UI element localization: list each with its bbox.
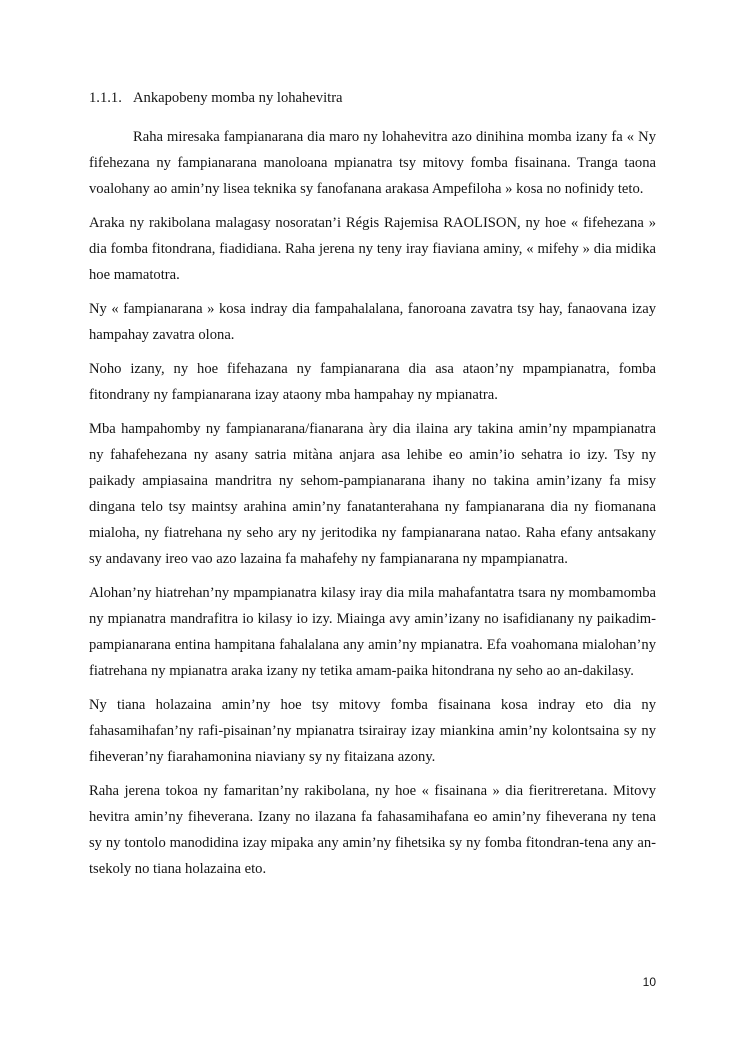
section-title: Ankapobeny momba ny lohahevitra (133, 90, 343, 106)
paragraph: Mba hampahomby ny fampianarana/fianarana àry dia ilaina ary takina amin’ny mpampianatra ny fahafehezana ny asany satria mitàna anjara asa lehibe eo amin’io sehatra io izy. Tsy ny paikady ampiasaina mandritra ny sehom-pampianarana ihany no takina amin’izany fa misy dingana telo tsy maintsy arahina amin’ny fanatanterahana ny fampianarana dia ny fiomanana mialoha, ny fiatrehana ny seho ary ny jeritodika ny fampianarana natao. Raha efany antsakany sy andavany ireo vao azo lazaina fa mahafehy ny fampianarana ny mpampianatra. (89, 421, 656, 567)
section-heading (89, 88, 656, 108)
paragraph: Alohan’ny hiatrehan’ny mpampianatra kilasy iray dia mila mahafantatra tsara ny mombamomba ny mpianatra mandrafitra io kilasy io izy. Miainga avy amin’izany no isafidianany ny paikadim-pampianarana entina hampitana fahalalana any amin’ny mpianatra. Efa voahomana mialohan’ny fiatrehana ny mpianatra araka izany ny tetika amam-paika hitondrana ny seho ao an-dakilasy. (89, 585, 656, 679)
page-number: 10 (642, 975, 656, 989)
paragraph: Noho izany, ny hoe fifehazana ny fampianarana dia asa ataon’ny mpampianatra, fomba fitondrany ny fampianarana izay ataony mba hampahay ny mpianatra. (89, 361, 656, 403)
paragraph: Araka ny rakibolana malagasy nosoratan’i Régis Rajemisa RAOLISON, ny hoe « fifehezana » dia fomba fitondrana, fiadidiana. Raha jerena ny teny iray fiaviana aminy, « mifehy » dia midika hoe mamatotra. (89, 215, 656, 283)
page-body (89, 88, 656, 890)
paragraph: Ny tiana holazaina amin’ny hoe tsy mitovy fomba fisainana kosa indray eto dia ny fahasamihafan’ny rafi-pisainan’ny mpianatra tsirairay izay miankina amin’ny kolontsaina sy ny fiheveran’ny fiarahamonina niaviany sy ny fitaizana azony. (89, 697, 656, 765)
paragraph: Raha jerena tokoa ny famaritan’ny rakibolana, ny hoe « fisainana » dia fieritreretana. Mitovy hevitra amin’ny fiheverana. Izany no ilazana fa fahasamihafana eo amin’ny fiheverana ny tena sy ny tontolo manodidina izay mipaka any amin’ny fihetsika sy ny fomba fitondran-tena any an-tsekoly no tiana holazaina eto. (89, 783, 656, 877)
paragraph: Raha miresaka fampianarana dia maro ny lohahevitra azo dinihina momba izany fa « Ny fifehezana ny fampianarana manoloana mpianatra tsy mitovy fomba fisainana. Tranga taona voalohany ao amin’ny lisea teknika sy fanofanana arakasa Ampefiloha » kosa no nofinidy teto. (89, 129, 656, 197)
section-number: 1.1.1. (89, 90, 122, 106)
paragraph: Ny « fampianarana » kosa indray dia fampahalalana, fanoroana zavatra tsy hay, fanaovana izay hampahay zavatra olona. (89, 301, 656, 343)
